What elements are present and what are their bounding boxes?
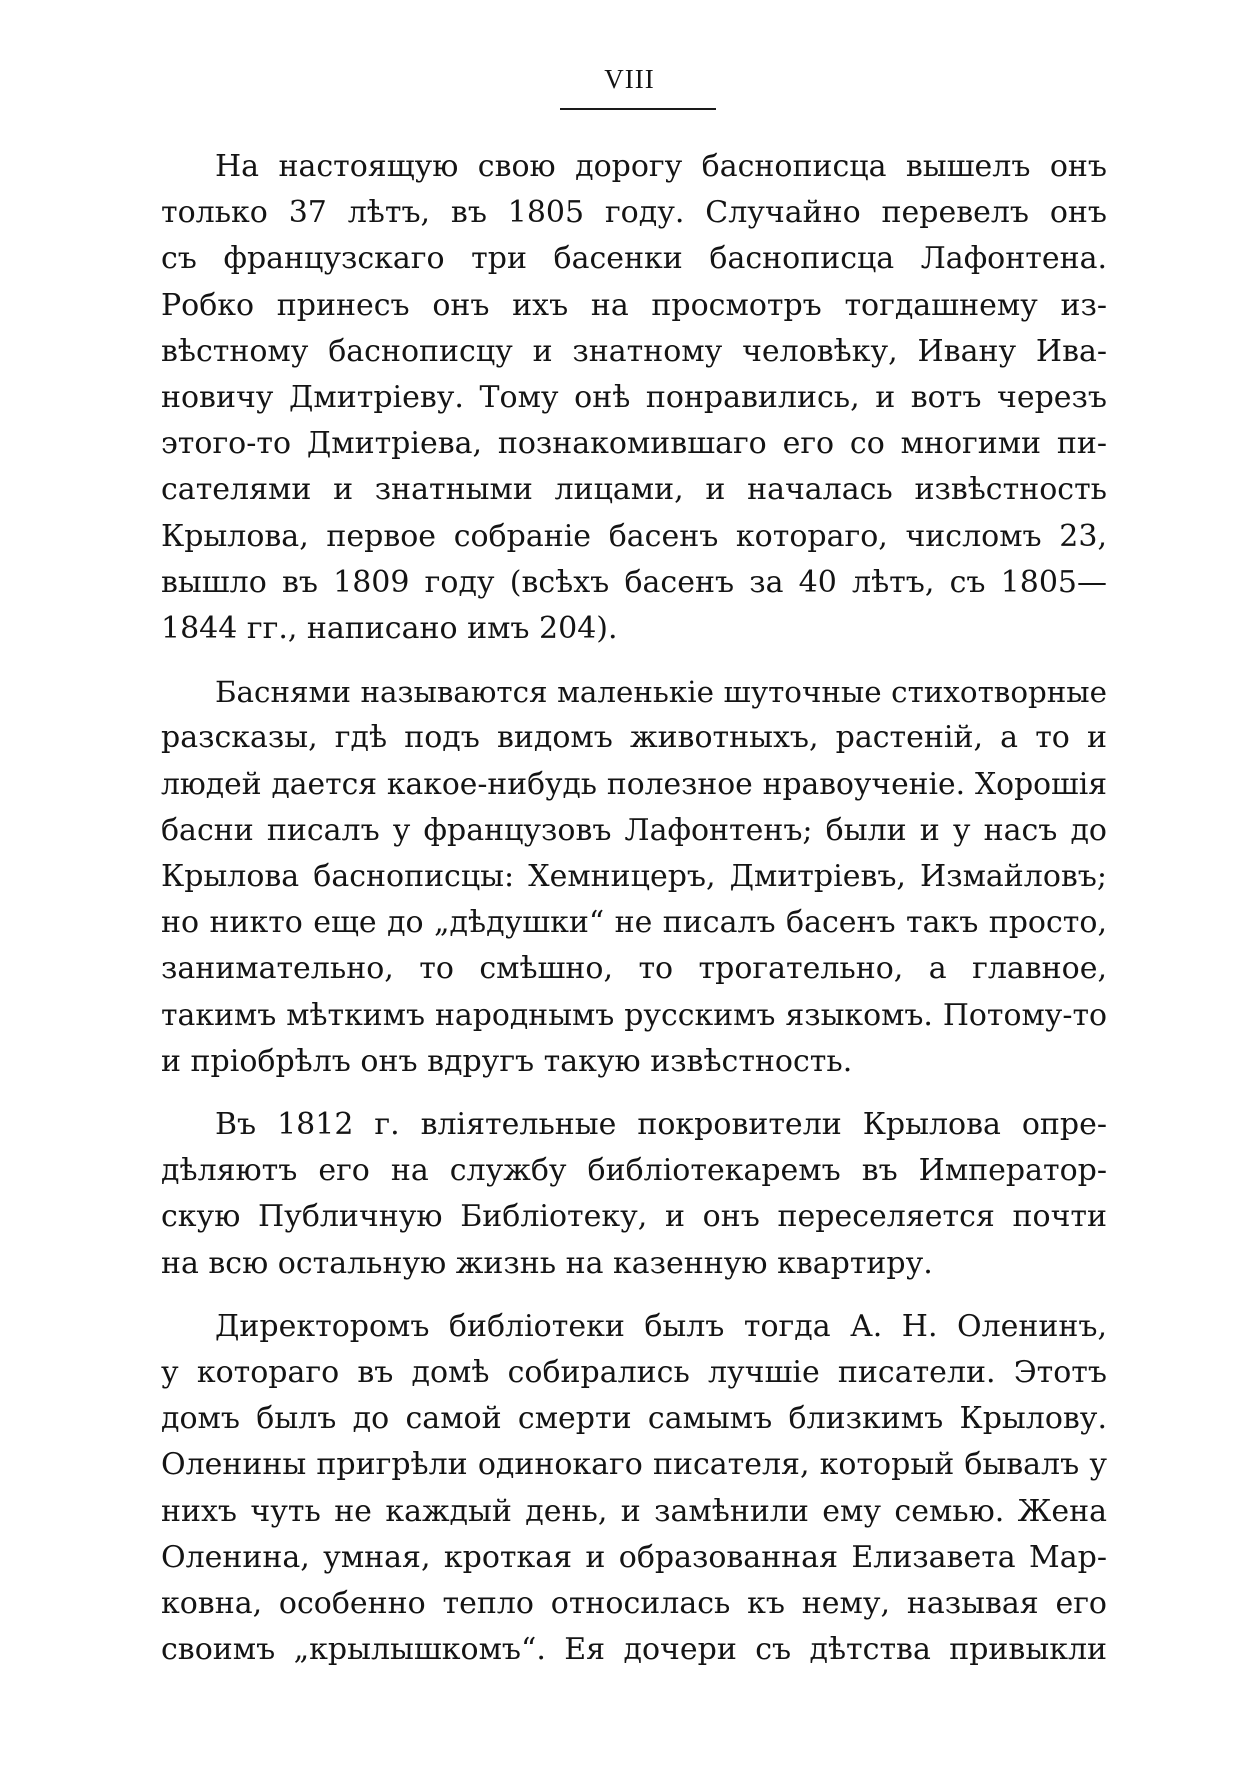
text-line: Крылова, первое собраніе басенъ котораго, числомъ 23,: [161, 518, 1107, 554]
text-line: На настоящую свою дорогу баснописца вышелъ онъ: [215, 149, 1107, 184]
text-line: только 37 лѣтъ, въ 1805 году. Случайно перевелъ онъ: [161, 195, 1107, 231]
text-line: вышло въ 1809 году (всѣхъ басенъ за 40 лѣтъ, съ 1805—: [161, 564, 1107, 600]
page-number: VIII: [604, 64, 655, 94]
paragraph-2: [161, 669, 1107, 1085]
text-line: Робко принесъ онъ ихъ на просмотръ тогдашнему из-: [161, 287, 1107, 323]
text-line: вѣстному баснописцу и знатному человѣку, Ивану Ива-: [161, 333, 1107, 369]
text-line: ковна, особенно тепло относилась къ нему, называя его: [161, 1586, 1107, 1622]
text-line: скую Публичную Библіотеку, и онъ переселяется почти: [161, 1199, 1107, 1235]
text-line: Директоромъ библіотеки былъ тогда А. Н. Оленинъ,: [215, 1308, 1107, 1344]
text-line: съ французскаго три басенки баснописца Лафонтена.: [161, 241, 1107, 277]
text-line: нихъ чуть не каждый день, и замѣнили ему семью. Жена: [161, 1493, 1107, 1529]
body-text: [161, 144, 1107, 1691]
text-line: разсказы, гдѣ подъ видомъ животныхъ, растеній, а то и: [161, 720, 1107, 756]
text-line: 1844 гг., написано имъ 204).: [161, 611, 618, 647]
text-line: дѣляютъ его на службу библіотекаремъ въ Император-: [161, 1153, 1107, 1189]
text-line: людей дается какое-нибудь полезное нравоученіе. Хорошія: [161, 766, 1107, 802]
text-line: но никто еще до „дѣдушки“ не писалъ басенъ такъ просто,: [161, 905, 1107, 941]
text-line: сателями и знатными лицами, и началась извѣстность: [161, 472, 1107, 508]
text-line: новичу Дмитріеву. Тому онѣ понравились, и вотъ черезъ: [161, 380, 1107, 416]
page-header: [0, 62, 1259, 96]
text-line: Оленины пригрѣли одинокаго писателя, который бывалъ у: [161, 1447, 1107, 1483]
paragraph-1: [161, 144, 1107, 652]
text-line: на всю остальную жизнь на казенную квартиру.: [161, 1245, 933, 1281]
text-line: домъ былъ до самой смерти самымъ близкимъ Крылову.: [161, 1401, 1107, 1437]
text-line: басни писалъ у французовъ Лафонтенъ; были и у насъ до: [161, 812, 1107, 848]
text-line: у котораго въ домѣ собирались лучшіе писатели. Этотъ: [161, 1355, 1107, 1391]
text-line: Крылова баснописцы: Хемницеръ, Дмитріевъ, Измайловъ;: [161, 859, 1107, 895]
text-line: Баснями называются маленькіе шуточные стихотворные: [215, 675, 1107, 710]
text-line: занимательно, то смѣшно, то трогательно, а главное,: [161, 951, 1107, 987]
text-line: и пріобрѣлъ онъ вдругъ такую извѣстность.: [161, 1043, 853, 1079]
text-line: этого-то Дмитріева, познакомившаго его со многими пи-: [161, 426, 1107, 462]
paragraph-3: [161, 1102, 1107, 1287]
text-line: Въ 1812 г. вліятельные покровители Крылова опре-: [215, 1107, 1107, 1143]
header-rule: [560, 108, 716, 110]
text-line: Оленина, умная, кроткая и образованная Елизавета Мар-: [161, 1539, 1107, 1575]
paragraph-4: [161, 1304, 1107, 1674]
text-line: своимъ „крылышкомъ“. Ея дочери съ дѣтства привыкли: [161, 1632, 1107, 1668]
text-line: такимъ мѣткимъ народнымъ русскимъ языкомъ. Потому-то: [161, 997, 1107, 1033]
